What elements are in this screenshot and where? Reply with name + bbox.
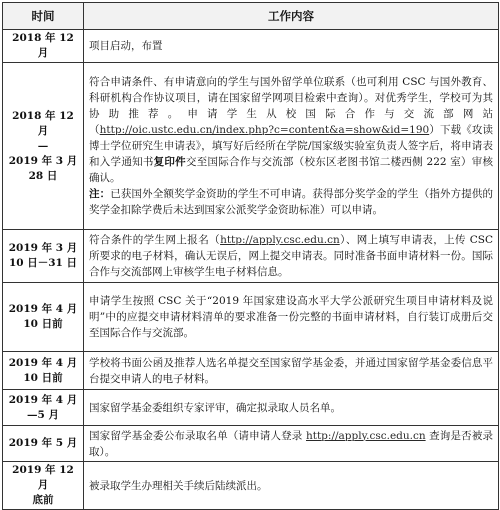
time-line: 2018 年 12 月 — [12, 109, 74, 137]
content-cell — [84, 63, 499, 230]
header-content: 工作内容 — [84, 3, 499, 30]
content-cell — [84, 426, 499, 462]
content-text: 国家留学基金委公布录取名单（请申请人登录 — [89, 429, 306, 442]
content-text: 交至国际合作与交流部（校东区老图书馆二楼西侧 222 室）审核确认。 — [89, 156, 494, 184]
table-row — [3, 390, 499, 426]
schedule-table — [2, 2, 499, 510]
table-row — [3, 462, 499, 510]
time-cell — [3, 283, 84, 352]
table-row — [3, 352, 499, 390]
table-row — [3, 63, 499, 230]
header-time: 时间 — [3, 3, 84, 30]
time-line: 2019 年 4 月 — [8, 393, 78, 406]
time-cell — [3, 390, 84, 426]
time-line: 2018 年 12 月 — [12, 32, 74, 59]
time-cell — [3, 63, 84, 230]
content-text: 符合申请条件、有申请意向的学生与国外留学单位联系（也可利用 CSC 与国外教育、科研机构合作协议项目，请在国家留学网项目检索中查询）。对优秀学生，学校可为其协助推荐。申请学生从校国际合作与交流部网站（ — [89, 76, 493, 136]
content-text: 查询是否被录取）。 — [89, 429, 494, 458]
time-cell — [3, 352, 84, 390]
table-row — [3, 230, 499, 283]
time-line: 2019 年 12 月 — [12, 464, 74, 491]
time-line: 28 日 — [28, 169, 58, 182]
time-line: 10 日－31 日 — [8, 257, 78, 269]
time-line: 10 日前 — [23, 371, 63, 384]
csc-apply-link[interactable]: http://apply.csc.edu.cn — [220, 234, 340, 246]
note — [89, 186, 493, 218]
note-text: 已获国外全额奖学金资助的学生不可申请。获得部分奖学金的学生（指外方提供的奖学金扣除学费后未达到国家公派奖学金资助标准）可以申请。 — [89, 188, 494, 216]
time-line: 底前 — [32, 494, 54, 506]
time-line: 10 日前 — [23, 318, 63, 330]
schedule-page — [2, 2, 498, 510]
time-line: 2019 年 4 月 — [8, 303, 78, 315]
content-cell: 国家留学基金委组织专家评审，确定拟录取人员名单。 — [84, 390, 499, 426]
content-cell: 项目启动，布置 — [84, 30, 499, 63]
content-cell — [84, 230, 499, 283]
csc-query-link[interactable]: http://apply.csc.edu.cn — [305, 429, 426, 442]
time-line: 2019 年 4 月 — [8, 356, 78, 369]
table-header-row — [3, 3, 499, 30]
table-row — [3, 426, 499, 462]
table-row — [3, 283, 499, 352]
time-cell — [3, 230, 84, 283]
time-line: 2019 年 3 月 — [8, 242, 78, 254]
content-text: ）、网上填写申请表，上传 CSC 所要求的电子材料，确认无误后，网上提交申请表。同时准备书面申请材料一份。国际合作与交流部网上审核学生电子材料信息。 — [89, 234, 493, 278]
time-line: —5 月 — [27, 408, 59, 421]
content-emphasis: 复印件 — [153, 156, 186, 168]
time-line: 2019 年 3 月 — [8, 154, 78, 167]
content-cell: 学校将书面公函及推荐人选名单提交至国家留学基金委，并通过国家留学基金委信息平台提交申请人的电子材料。 — [84, 352, 499, 390]
content-text: 符合条件的学生网上报名（ — [89, 234, 221, 246]
time-cell — [3, 426, 84, 462]
content-cell: 申请学生按照 CSC 关于“2019 年国家建设高水平大学公派研究生项目申请材料及说明”中的应提交申请材料清单的要求准备一份完整的书面申请材料，自行装订成册后交至国际合作与交流部。 — [84, 283, 499, 352]
oic-download-link[interactable]: http://oic.ustc.edu.cn/index.php?c=content&a=show&id=190 — [99, 124, 430, 136]
time-cell — [3, 30, 84, 63]
content-cell: 被录取学生办理相关手续后陆续派出。 — [84, 462, 499, 510]
time-line: — — [37, 139, 49, 152]
time-cell — [3, 462, 84, 510]
content-text: ）下载《攻读博士学位研究生申请表》，填写好后经所在学院/国家级实验室负责人签字后，将申请表和入学通知书 — [89, 124, 494, 168]
time-line: 2019 年 5 月 — [8, 437, 78, 449]
table-row — [3, 30, 499, 63]
note-label: 注： — [89, 188, 111, 200]
